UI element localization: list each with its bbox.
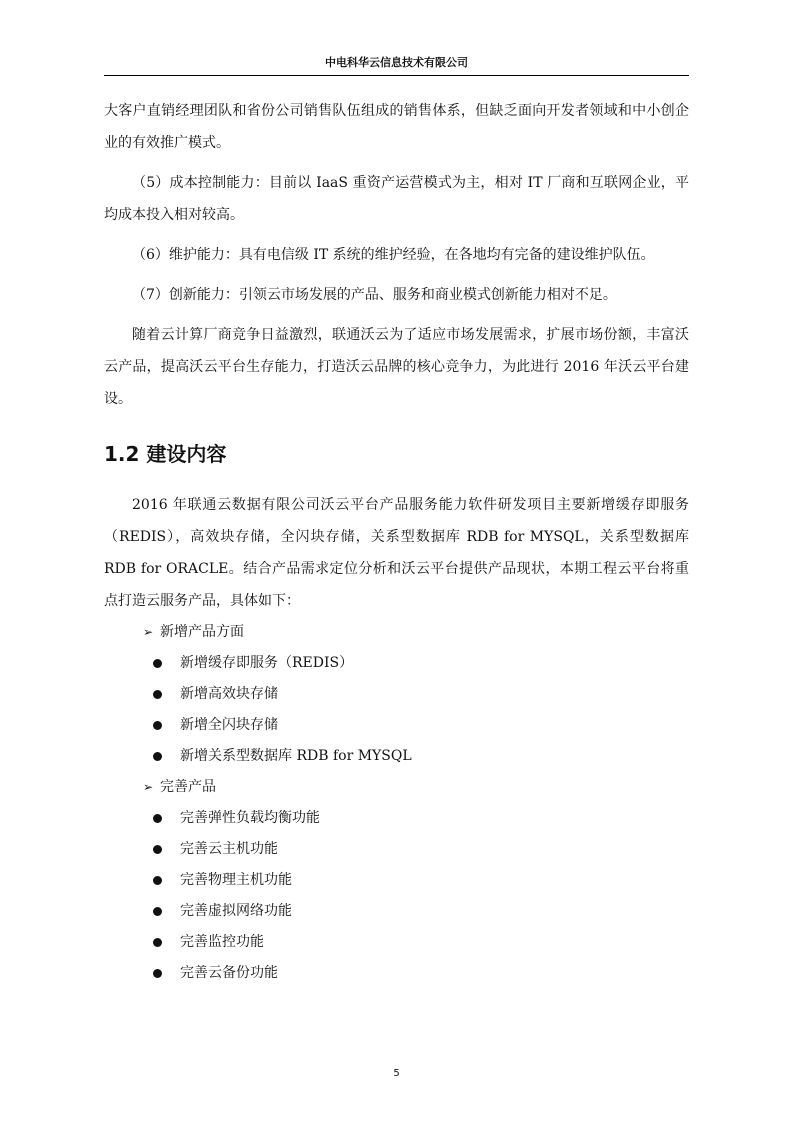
- product-list: [104, 617, 689, 989]
- bullet-dot-icon: [153, 690, 162, 699]
- arrow-bullet-icon: ➢: [143, 625, 154, 639]
- page-header: [104, 55, 689, 76]
- list-item: [104, 927, 689, 958]
- list-item-text: 完善云主机功能: [180, 841, 278, 857]
- group-label: 完善产品: [160, 779, 216, 795]
- list-item: [104, 865, 689, 896]
- list-item: [104, 648, 689, 679]
- header-company-name: 中电科华云信息技术有限公司: [325, 56, 468, 69]
- page-footer: [0, 1068, 793, 1079]
- paragraph-cost-control: （5）成本控制能力：目前以 IaaS 重资产运营模式为主，相对 IT 厂商和互联网企业，平均成本投入相对较高。: [104, 175, 689, 223]
- list-item: [104, 741, 689, 772]
- list-item-text: 完善监控功能: [180, 934, 264, 950]
- list-item: [104, 834, 689, 865]
- paragraph-maintenance: （6）维护能力：具有电信级 IT 系统的维护经验，在各地均有完备的建设维护队伍。: [132, 247, 655, 263]
- list-item-text: 新增全闪块存储: [180, 717, 278, 733]
- section-heading: 1.2 建设内容: [104, 442, 227, 466]
- paragraph-innovation: （7）创新能力：引领云市场发展的产品、服务和商业模式创新能力相对不足。: [132, 287, 617, 303]
- list-item-text: 新增缓存即服务（REDIS）: [180, 655, 354, 671]
- list-item: [104, 896, 689, 927]
- list-item: [104, 710, 689, 741]
- bullet-dot-icon: [153, 659, 162, 668]
- list-group-improve-products: [104, 772, 689, 803]
- list-item-text: 新增高效块存储: [180, 686, 278, 702]
- list-item: [104, 803, 689, 834]
- arrow-bullet-icon: ➢: [143, 780, 154, 794]
- list-item-text: 完善弹性负载均衡功能: [180, 810, 320, 826]
- bullet-dot-icon: [153, 876, 162, 885]
- list-item-text: 完善云备份功能: [180, 965, 278, 981]
- group-label: 新增产品方面: [160, 624, 244, 640]
- list-item: [104, 958, 689, 989]
- page-number: 5: [393, 1068, 400, 1079]
- bullet-dot-icon: [153, 814, 162, 823]
- bullet-dot-icon: [153, 752, 162, 761]
- bullet-dot-icon: [153, 845, 162, 854]
- bullet-dot-icon: [153, 721, 162, 730]
- list-item: [104, 679, 689, 710]
- list-item-text: 新增关系型数据库 RDB for MYSQL: [180, 748, 412, 764]
- paragraph-summary: 随着云计算厂商竞争日益激烈，联通沃云为了适应市场发展需求，扩展市场份额，丰富沃云产品，提高沃云平台生存能力，打造沃云品牌的核心竞争力，为此进行 2016 年沃云平台建设。: [104, 327, 689, 407]
- list-group-new-products: [104, 617, 689, 648]
- list-item-text: 完善物理主机功能: [180, 872, 292, 888]
- bullet-dot-icon: [153, 907, 162, 916]
- page-content: [104, 95, 689, 989]
- bullet-dot-icon: [153, 969, 162, 978]
- paragraph-section-body: 2016 年联通云数据有限公司沃云平台产品服务能力软件研发项目主要新增缓存即服务（REDIS），高效块存储，全闪块存储，关系型数据库 RDB for MYSQL，关系型数据库 RDB for ORACLE。结合产品需求定位分析和沃云平台提供产品现状，本期工程云平台将重点打造云服务产品，具体如下：: [104, 497, 689, 609]
- paragraph-intro: 大客户直销经理团队和省份公司销售队伍组成的销售体系，但缺乏面向开发者领域和中小创企业的有效推广模式。: [104, 103, 689, 151]
- bullet-dot-icon: [153, 938, 162, 947]
- list-item-text: 完善虚拟网络功能: [180, 903, 292, 919]
